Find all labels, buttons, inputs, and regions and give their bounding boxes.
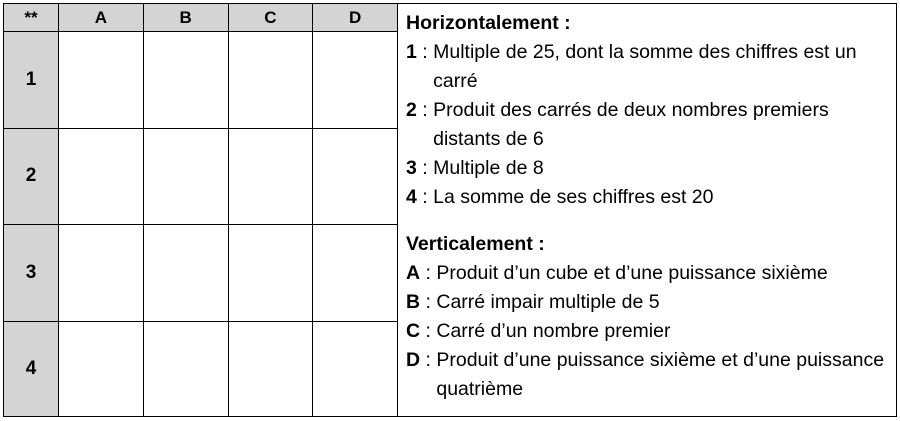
grid-cell-4b[interactable] — [143, 321, 228, 416]
vertical-clue-b — [406, 288, 896, 317]
clue-separator: : — [416, 41, 434, 63]
grid-corner-label: ** — [4, 4, 59, 32]
crossnumber-puzzle — [3, 3, 897, 417]
section-spacer — [406, 212, 896, 230]
vertical-clue-c — [406, 317, 896, 346]
clue-text: La somme de ses chiffres est 20 — [433, 186, 714, 208]
vertical-clue-a — [406, 259, 896, 288]
clue-key: D — [406, 349, 421, 371]
clue-text: Multiple de 8 — [433, 157, 544, 179]
clue-text: Produit des carrés de deux nombres premiers distants de 6 — [433, 99, 829, 150]
clue-separator: : — [420, 291, 437, 313]
grid-cell-3c[interactable] — [228, 225, 313, 322]
grid-row-2 — [4, 128, 398, 225]
grid-cell-1c[interactable] — [228, 32, 313, 129]
clue-separator: : — [416, 157, 434, 179]
grid-cell-3d[interactable] — [313, 225, 398, 322]
row-header-2: 2 — [4, 128, 59, 225]
clue-text: Carré impair multiple de 5 — [436, 291, 660, 313]
grid-row-3 — [4, 225, 398, 322]
column-header-c: C — [228, 4, 313, 32]
clue-key: 4 — [406, 186, 417, 208]
clue-key: B — [406, 291, 421, 313]
column-header-b: B — [143, 4, 228, 32]
grid-cell-3b[interactable] — [143, 225, 228, 322]
horizontal-clue-4 — [406, 183, 896, 212]
clue-key: 1 — [406, 41, 417, 63]
grid-cell-1b[interactable] — [143, 32, 228, 129]
grid-cell-4a[interactable] — [59, 321, 144, 416]
grid-cell-2b[interactable] — [143, 128, 228, 225]
clue-text: Multiple de 25, dont la somme des chiffres est un carré — [433, 41, 857, 92]
grid-cell-1d[interactable] — [313, 32, 398, 129]
horizontal-clue-2 — [406, 96, 896, 154]
column-header-a: A — [59, 4, 144, 32]
grid-cell-2d[interactable] — [313, 128, 398, 225]
grid-cell-3a[interactable] — [59, 225, 144, 322]
clue-separator: : — [416, 99, 434, 121]
grid-cell-4d[interactable] — [313, 321, 398, 416]
crossnumber-grid — [4, 4, 398, 416]
grid-cell-1a[interactable] — [59, 32, 144, 129]
clues-panel — [398, 4, 896, 416]
column-header-d: D — [313, 4, 398, 32]
clue-separator: : — [416, 186, 434, 208]
horizontal-clues-heading: Horizontalement : — [406, 12, 571, 34]
horizontal-clue-3 — [406, 154, 896, 183]
grid-row-4 — [4, 321, 398, 416]
clue-separator: : — [420, 320, 437, 342]
clue-key: A — [406, 262, 421, 284]
clue-key: 3 — [406, 157, 417, 179]
row-header-3: 3 — [4, 225, 59, 322]
row-header-4: 4 — [4, 321, 59, 416]
clue-key: 2 — [406, 99, 417, 121]
clue-text: Produit d’un cube et d’une puissance sixième — [436, 262, 828, 284]
vertical-clue-d — [406, 346, 896, 404]
row-header-1: 1 — [4, 32, 59, 129]
grid-cell-2a[interactable] — [59, 128, 144, 225]
grid-row-1 — [4, 32, 398, 129]
vertical-clues-heading: Verticalement : — [406, 233, 545, 255]
grid-cell-2c[interactable] — [228, 128, 313, 225]
clue-separator: : — [420, 262, 437, 284]
clue-text: Carré d’un nombre premier — [436, 320, 671, 342]
grid-header-row — [4, 4, 398, 32]
grid-cell-4c[interactable] — [228, 321, 313, 416]
clue-separator: : — [420, 349, 437, 371]
horizontal-clue-1 — [406, 38, 896, 96]
clue-key: C — [406, 320, 421, 342]
clue-text: Produit d’une puissance sixième et d’une puissance quatrième — [436, 349, 885, 400]
